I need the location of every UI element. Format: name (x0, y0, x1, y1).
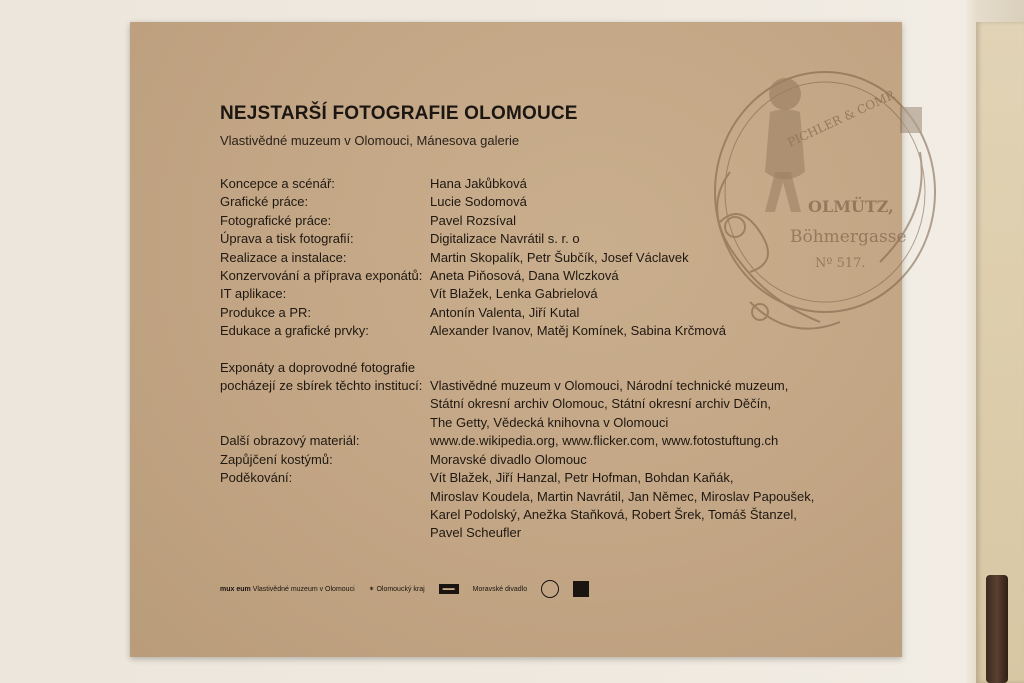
credit-row (220, 432, 814, 450)
credit-row (220, 175, 814, 193)
credit-label: pocházejí ze sbírek těchto institucí: (220, 378, 423, 394)
credit-value: Státní okresní archiv Olomouc, Státní okresní archiv Děčín, (430, 396, 772, 412)
spacer (220, 341, 814, 359)
page-title: NEJSTARŠÍ FOTOGRAFIE OLOMOUCE (220, 103, 578, 124)
credit-label: IT aplikace: (220, 286, 287, 302)
credit-label: Další obrazový materiál: (220, 433, 360, 449)
stamp-line1: PICHLER & COMP. (785, 87, 898, 150)
credit-value: Karel Podolský, Anežka Staňková, Robert Šrek, Tomáš Štanzel, (430, 506, 797, 522)
door-handle (986, 575, 1008, 683)
credit-label: Exponáty a doprovodné fotografie (220, 359, 416, 375)
credit-value: Digitalizace Navrátil s. r. o (430, 231, 580, 247)
credit-row (220, 451, 814, 469)
credit-value: Pavel Rozsíval (430, 212, 516, 228)
credit-value: Pavel Scheufler (430, 525, 522, 541)
credit-row (220, 322, 814, 340)
credit-row (220, 414, 814, 432)
credit-label: Koncepce a scénář: (220, 176, 335, 191)
sponsor-logos (220, 580, 589, 598)
credit-row (220, 193, 814, 211)
credit-label: Poděkování: (220, 470, 293, 486)
credit-row (220, 506, 814, 524)
credit-value: Moravské divadlo Olomouc (430, 451, 587, 467)
credit-row (220, 359, 814, 377)
credit-row (220, 377, 814, 395)
credit-value: Lucie Sodomová (430, 194, 527, 210)
muzeum-logo: mux eum Vlastivědné muzeum v Olomouci (220, 585, 355, 593)
stamp-line4: Nº 517. (815, 256, 866, 271)
credit-row (220, 469, 814, 487)
credit-row (220, 212, 814, 230)
credit-value: Vít Blažek, Lenka Gabrielová (430, 286, 598, 302)
square-logo-icon (573, 581, 589, 597)
round-logo-icon (541, 580, 559, 598)
credit-row (220, 285, 814, 303)
credit-value: Hana Jakůbková (430, 176, 527, 191)
credit-row (220, 249, 814, 267)
credit-label: Realizace a instalace: (220, 249, 347, 265)
credit-label: Konzervování a příprava exponátů: (220, 268, 423, 284)
credit-label: Produkce a PR: (220, 304, 312, 320)
credit-value: Alexander Ivanov, Matěj Komínek, Sabina Krčmová (430, 323, 727, 339)
credit-row (220, 304, 814, 322)
credit-value: Martin Skopalík, Petr Šubčík, Josef Václavek (430, 249, 689, 265)
credit-value: Vít Blažek, Jiří Hanzal, Petr Hofman, Bohdan Kaňák, (430, 470, 734, 486)
credits-list (220, 175, 814, 543)
credit-row (220, 267, 814, 285)
sponsor-logo-box: ▬▬ (439, 584, 459, 594)
credit-value: The Getty, Vědecká knihovna v Olomouci (430, 414, 669, 430)
credit-label: Zapůjčení kostýmů: (220, 451, 333, 467)
olomoucky-kraj-logo: ✶ Olomoucký kraj (368, 586, 425, 593)
credit-label: Edukace a grafické prvky: (220, 323, 369, 339)
stamp-line3: Böhmergasse (790, 227, 907, 247)
credit-value: Antonín Valenta, Jiří Kutal (430, 304, 580, 320)
stamp-line2: OLMÜTZ, (808, 197, 894, 216)
credit-row (220, 524, 814, 542)
credit-value: Aneta Piňosová, Dana Wlczková (430, 268, 619, 284)
subtitle: Vlastivědné muzeum v Olomouci, Mánesova galerie (220, 133, 520, 148)
credit-label: Úprava a tisk fotografií: (220, 231, 354, 247)
credit-label: Grafické práce: (220, 194, 309, 210)
credit-value: Miroslav Koudela, Martin Navrátil, Jan Němec, Miroslav Papoušek, (430, 488, 815, 504)
moravske-divadlo-logo: Moravské divadlo (472, 585, 528, 593)
credit-value: Vlastivědné muzeum v Olomouci, Národní technické muzeum, (430, 378, 789, 394)
credit-value: www.de.wikipedia.org, www.flicker.com, www.fotostuftung.ch (430, 433, 779, 449)
credit-row (220, 395, 814, 413)
credit-label: Fotografické práce: (220, 212, 332, 228)
credit-row (220, 230, 814, 248)
credit-row (220, 488, 814, 506)
